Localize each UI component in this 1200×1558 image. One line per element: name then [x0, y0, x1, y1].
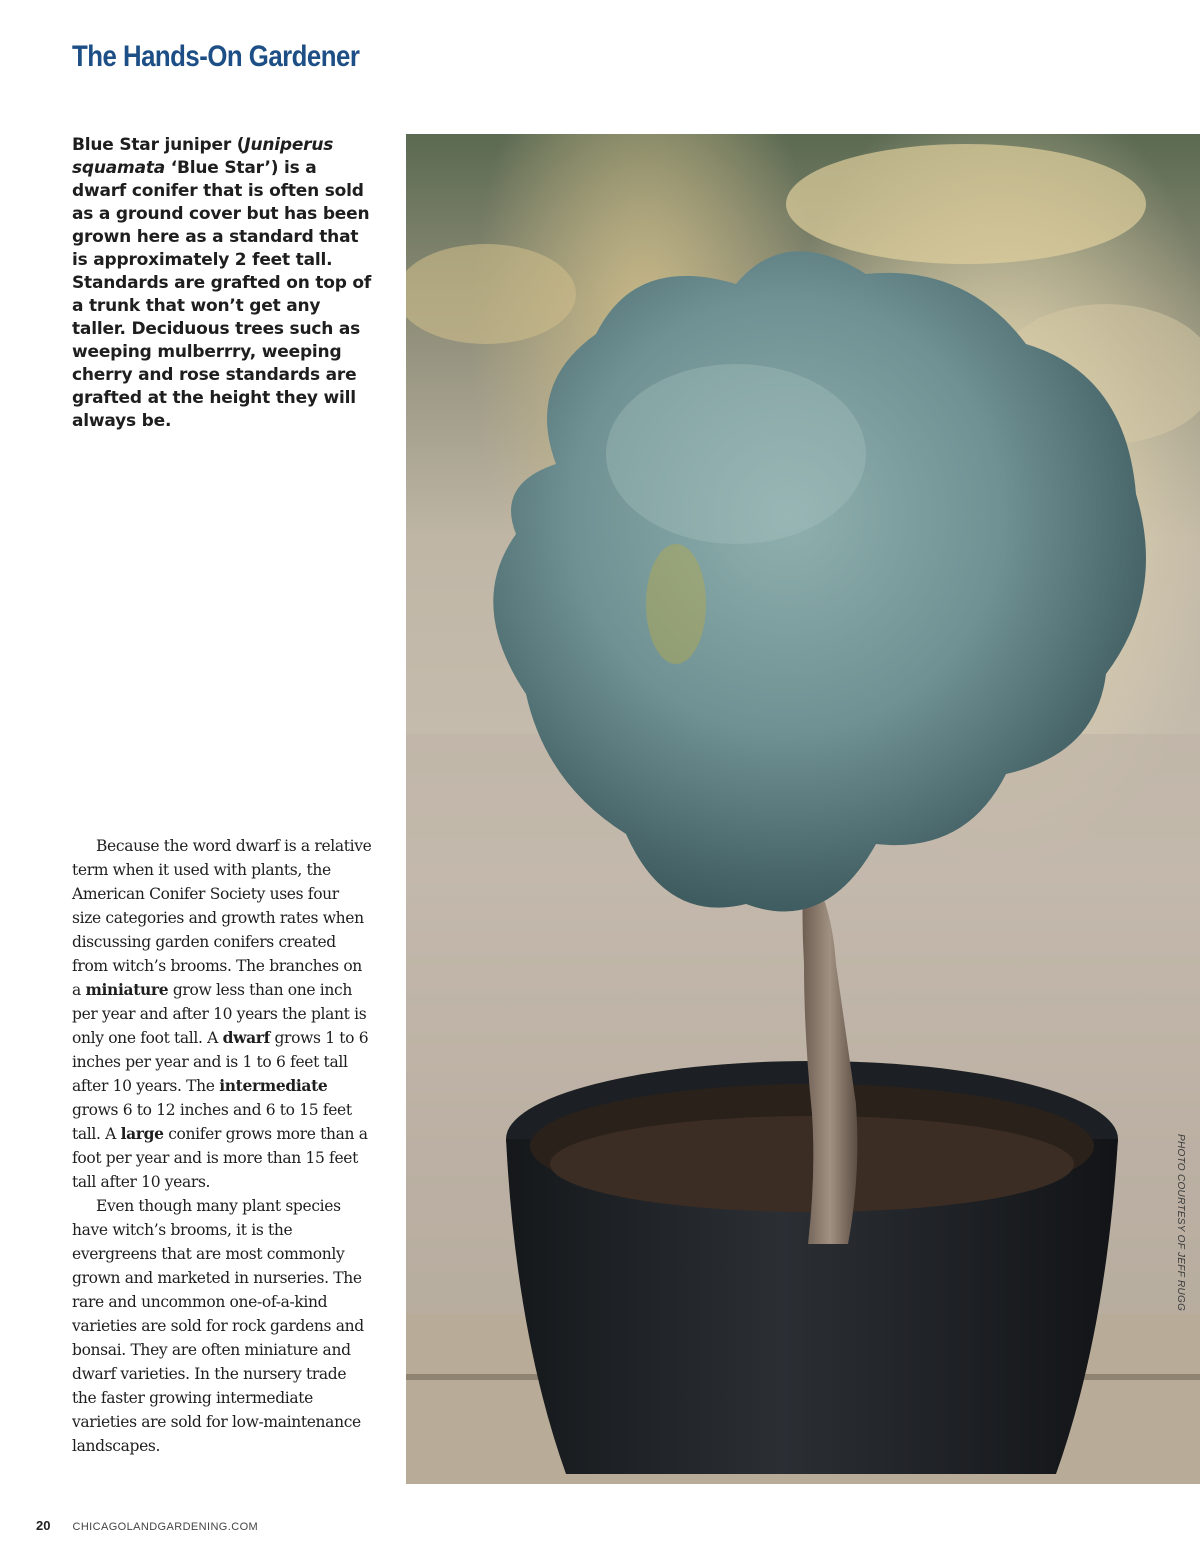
page-footer	[36, 1518, 258, 1533]
foliage-shadow-gap	[646, 544, 706, 664]
page-title: The Hands-On Gardener	[72, 40, 360, 73]
juniper-photo	[406, 134, 1200, 1484]
background-shrub	[406, 244, 576, 344]
page-number: 20	[36, 1518, 51, 1533]
juniper-standard-illustration	[406, 134, 1200, 1484]
text-run: grows 6 to 12 inches and 6 to 15 feet tall. A	[72, 1101, 352, 1143]
text-run: grow less than one inch per year and after 10 years the plant is only one foot tall. A	[72, 981, 367, 1047]
paragraph-witches-brooms: Even though many plant species have witch’s brooms, it is the evergreens that are most commonly grown and marketed in nurseries. The rare and uncommon one-of-a-kind varieties are sold for rock gardens and bonsai. They are often miniature and dwarf varieties. In the nursery trade the faster growing intermediate varieties are sold for low-maintenance landscapes.	[72, 1197, 364, 1455]
caption-text-rest: ‘Blue Star’) is a dwarf conifer that is often sold as a ground cover but has been grown here as a standard that is approximately 2 feet tall. Standards are grafted on top of a trunk that won’t get any taller. Deciduous trees such as weeping mulberrry, weeping cherry and rose standards are grafted at the height they will always be.	[72, 158, 372, 431]
term-large: large	[120, 1124, 164, 1143]
term-dwarf: dwarf	[222, 1028, 270, 1047]
potting-soil	[550, 1116, 1074, 1212]
term-miniature: miniature	[85, 980, 169, 999]
article-body	[72, 834, 372, 1458]
foliage-highlight	[606, 364, 866, 544]
website-link[interactable]: CHICAGOLANDGARDENING.COM	[72, 1521, 259, 1533]
text-run: Because the word dwarf is a relative term when it used with plants, the American Conifer Society uses four size categories and growth rates when discussing garden conifers created from witch’s brooms. The branches on a	[72, 837, 372, 999]
photo-caption	[72, 134, 372, 433]
caption-species-name: Juniperus squamata	[72, 135, 334, 178]
paragraph-size-categories	[72, 834, 372, 1194]
text-run: conifer grows more than a foot per year and is more than 15 feet tall after 10 years.	[72, 1125, 368, 1191]
photo-credit: PHOTO COURTESY OF JEFF RUGG	[1175, 1134, 1186, 1312]
background-shrub	[786, 144, 1146, 264]
caption-text-start: Blue Star juniper (	[72, 135, 245, 155]
term-intermediate: intermediate	[219, 1076, 328, 1095]
text-run: grows 1 to 6 inches per year and is 1 to 6 feet tall after 10 years. The	[72, 1029, 369, 1095]
